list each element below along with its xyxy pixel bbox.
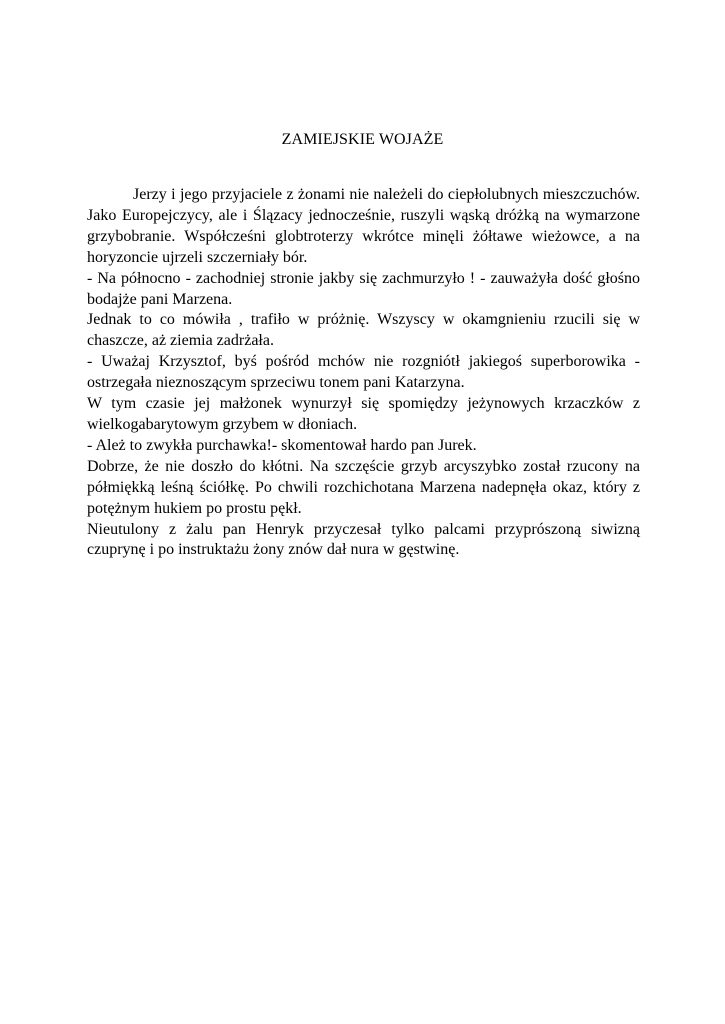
paragraph: - Na północno - zachodniej stronie jakby się zachmurzyło ! - zauważyła dość głośno bodajże pani Marzena.: [87, 269, 640, 308]
paragraph: - Ależ to zwykła purchawka!- skomentował hardo pan Jurek.: [87, 436, 477, 454]
paragraph: Jerzy i jego przyjaciele z żonami nie należeli do ciepłolubnych mieszczuchów. Jako Europejczycy, ale i Ślązacy jednocześnie, ruszyli wąską dróżką na wymarzone grzybobranie. Współcześni globtroterzy wkrótce minęli żółtawe wieżowce, a na horyzoncie ujrzeli szczerniały bór.: [87, 186, 640, 266]
paragraph: W tym czasie jej małżonek wynurzył się spomiędzy jeżynowych krzaczków z wielkogabarytowym grzybem w dłoniach.: [87, 395, 640, 433]
paragraph: Dobrze, że nie doszło do kłótni. Na szczęście grzyb arcyszybko został rzucony na półmiękką leśną ściółkę. Po chwili rozchichotana Marzena nadepnęła okaz, który z potężnym hukiem po prostu pękł.: [87, 457, 640, 517]
paragraph: Jednak to co mówiła , trafiło w próżnię. Wszyscy w okamgnieniu rzucili się w chaszcze, aż ziemia zadrżała.: [87, 311, 640, 350]
paragraph: - Uważaj Krzysztof, byś pośród mchów nie rozgniótł jakiegoś superborowika - ostrzegała nieznoszącym sprzeciwu tonem pani Katarzyna.: [87, 353, 640, 392]
document-body: [87, 185, 640, 561]
paragraph: Nieutulony z żalu pan Henryk przyczesał tylko palcami przyprószoną siwizną czuprynę i po instruktażu żony znów dał nura w gęstwinę.: [87, 520, 640, 559]
document-title: ZAMIEJSKIE WOJAŻE: [281, 131, 444, 148]
